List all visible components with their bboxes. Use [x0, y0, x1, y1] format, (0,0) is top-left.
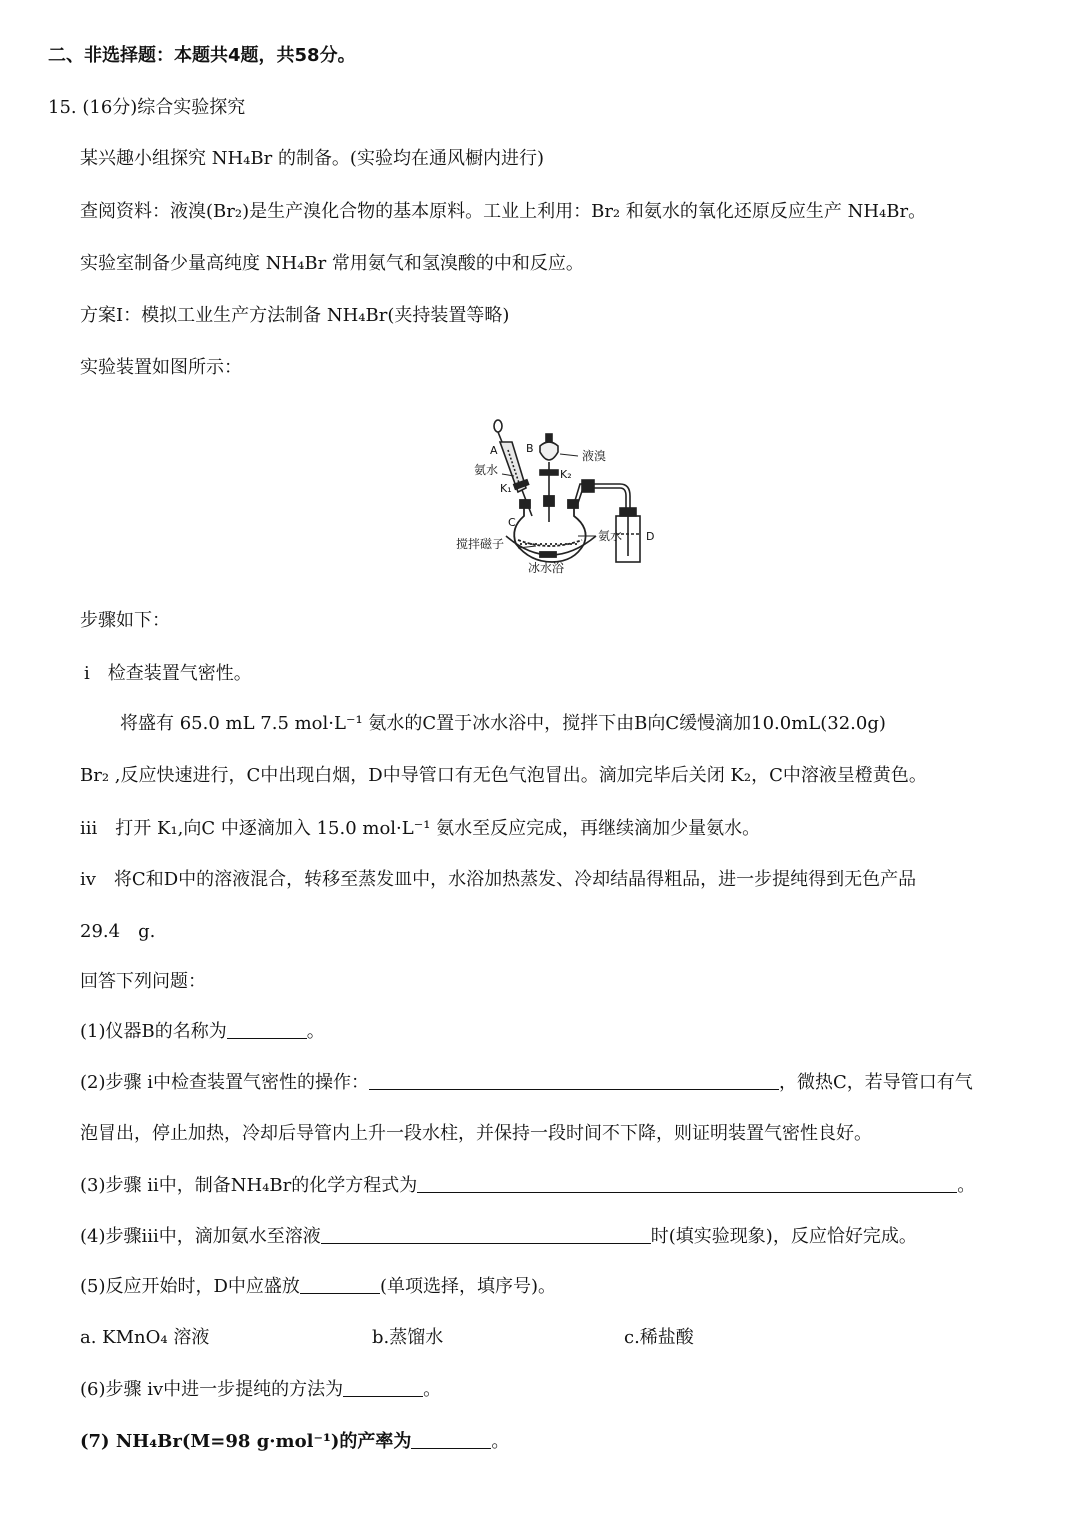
- diagram-label-ammonia-right: 氨水: [598, 529, 623, 543]
- answer-blank-2[interactable]: [369, 1071, 779, 1090]
- question-header: 15. (16分)综合实验探究: [48, 97, 246, 118]
- question-2-line-2: 泡冒出，停止加热，冷却后导管内上升一段水柱，并保持一段时间不下降，则证明装置气密性良好。: [80, 1123, 872, 1144]
- diagram-label-C: C: [508, 516, 516, 529]
- question-1: [80, 1020, 325, 1044]
- option-c: c.稀盐酸: [624, 1327, 694, 1348]
- diagram-label-D: D: [646, 530, 655, 543]
- question-6-end: 。: [423, 1379, 442, 1400]
- answer-blank-3[interactable]: [417, 1174, 957, 1193]
- diagram-label-stir: 搅拌磁子: [456, 537, 505, 551]
- flask-C: [514, 496, 585, 562]
- step-4-line-1: iv 将C和D中的溶液混合，转移至蒸发皿中，水浴加热蒸发、冷却结晶得粗品，进一步提纯得到无色产品: [80, 869, 917, 890]
- question-7: [80, 1430, 509, 1454]
- question-3-text: (3)步骤 ii中，制备NH₄Br的化学方程式为: [80, 1175, 418, 1196]
- question-6: [80, 1378, 441, 1402]
- answer-blank-4[interactable]: [321, 1225, 651, 1244]
- option-b: b.蒸馏水: [372, 1327, 444, 1348]
- question-2: [80, 1071, 973, 1095]
- question-4-end: 时(填实验现象)，反应恰好完成。: [650, 1226, 917, 1247]
- lab-method-text: 实验室制备少量高纯度 NH₄Br 常用氨气和氢溴酸的中和反应。: [80, 253, 584, 274]
- question-4: [80, 1225, 917, 1249]
- diagram-label-B: B: [526, 442, 534, 455]
- question-1-text: (1)仪器B的名称为: [80, 1021, 227, 1042]
- answer-blank-1[interactable]: [227, 1020, 307, 1039]
- option-a: a. KMnO₄ 溶液: [80, 1327, 210, 1348]
- questions-heading: 回答下列问题：: [80, 971, 206, 992]
- funnel-B: [540, 434, 558, 522]
- question-intro: 某兴趣小组探究 NH₄Br 的制备。(实验均在通风橱内进行): [80, 148, 544, 169]
- diagram-label-A: A: [490, 444, 498, 457]
- steps-heading: 步骤如下：: [80, 610, 170, 631]
- question-6-text: (6)步骤 iv中进一步提纯的方法为: [80, 1379, 344, 1400]
- diagram-label-ammonia-left: 氨水: [474, 463, 499, 477]
- step-1: i 检查装置气密性。: [84, 663, 252, 684]
- question-5-text: (5)反应开始时，D中应盛放: [80, 1276, 300, 1297]
- diagram-label-K2: K₂: [560, 468, 572, 481]
- question-7-text: (7) NH₄Br(M=98 g·mol⁻¹)的产率为: [80, 1431, 412, 1452]
- apparatus-intro: 实验装置如图所示：: [80, 357, 242, 378]
- step-2-line-1: 将盛有 65.0 mL 7.5 mol·L⁻¹ 氨水的C置于冰水浴中，搅拌下由B向C缓慢滴加10.0mL(32.0g): [120, 713, 886, 734]
- apparatus-diagram: [440, 412, 670, 582]
- step-2-line-2: Br₂ ,反应快速进行，C中出现白烟，D中导管口有无色气泡冒出。滴加完毕后关闭 K₂，C中溶液呈橙黄色。: [80, 765, 927, 786]
- section-heading: 二、非选择题：本题共4题，共58分。: [48, 45, 356, 66]
- step-4-line-2: 29.4 g.: [80, 921, 156, 942]
- diagram-label-bromine: 液溴: [582, 449, 607, 463]
- question-3-end: 。: [957, 1175, 976, 1196]
- reference-text: 查阅资料：液溴(Br₂)是生产溴化合物的基本原料。工业上利用：Br₂ 和氨水的氧化还原反应生产 NH₄Br。: [80, 201, 927, 222]
- diagram-label-icebath: 冰水浴: [528, 561, 565, 575]
- question-1-end: 。: [306, 1021, 325, 1042]
- question-5-end: (单项选择，填序号)。: [379, 1276, 556, 1297]
- diagram-label-K1: K₁: [500, 482, 512, 495]
- delivery-tube: [574, 480, 630, 508]
- answer-blank-7[interactable]: [411, 1430, 491, 1449]
- step-3: iii 打开 K₁,向C 中逐滴加入 15.0 mol·L⁻¹ 氨水至反应完成，再继续滴加少量氨水。: [80, 818, 761, 839]
- answer-blank-6[interactable]: [343, 1378, 423, 1397]
- answer-blank-5[interactable]: [300, 1275, 380, 1294]
- question-3: [80, 1174, 975, 1198]
- question-2-mid: ，微热C，若导管口有气: [778, 1072, 973, 1093]
- question-4-text: (4)步骤iii中，滴加氨水至溶液: [80, 1226, 321, 1247]
- question-5: [80, 1275, 556, 1299]
- question-7-end: 。: [491, 1431, 510, 1452]
- plan-text: 方案Ⅰ：模拟工业生产方法制备 NH₄Br(夹持装置等略): [80, 305, 510, 326]
- question-2-text: (2)步骤 i中检查装置气密性的操作：: [80, 1072, 369, 1093]
